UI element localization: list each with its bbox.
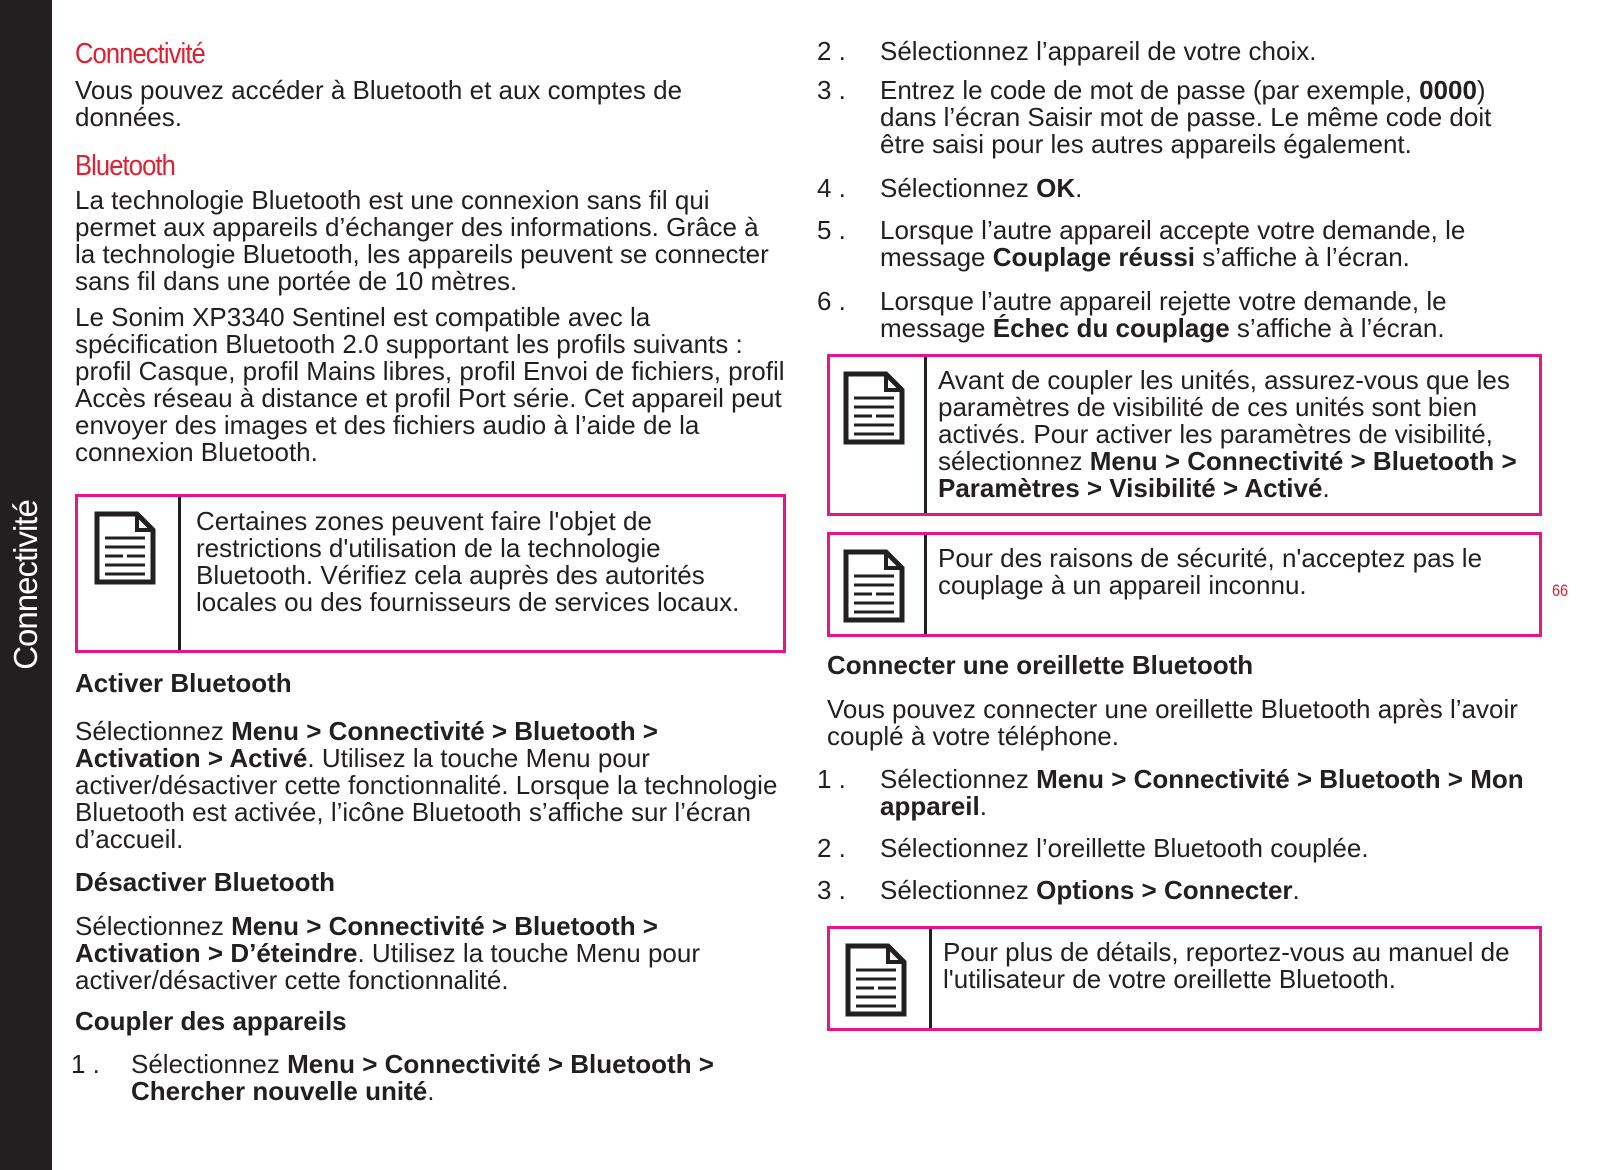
intro-paragraph: Vous pouvez accéder à Bluetooth et aux comptes de données. bbox=[75, 75, 683, 132]
note-text-visibility: Avant de coupler les unités, assurez-vous que les paramètres de visibilité de ces unités sont bien activés. Pour activer les paramètres de visibilité, sélectionnez Menu > Connectivité > Bluetooth > Paramètres > Visibilité > Activé. bbox=[938, 365, 1517, 503]
note-icon bbox=[842, 548, 906, 624]
step-number: 1 . bbox=[817, 764, 846, 794]
headset-intro: Vous pouvez connecter une oreillette Bluetooth après l’avoir couplé à votre téléphone. bbox=[827, 694, 1518, 751]
step-text: Sélectionnez OK. bbox=[880, 173, 1083, 203]
bluetooth-paragraph-2: Le Sonim XP3340 Sentinel est compatible avec la spécification Bluetooth 2.0 supportant les profils suivants : profil Casque, profil Mains libres, profil Envoi de fichiers, profil Accès réseau à distance et profil Port série. Cet appareil peut envoyer des images et des fichiers audio à l’aide de la connexion Bluetooth. bbox=[75, 302, 785, 467]
page-number: 66 bbox=[1552, 581, 1569, 600]
pair-step-6 bbox=[817, 288, 1537, 346]
deactivate-paragraph: Sélectionnez Menu > Connectivité > Bluetooth > Activation > D’éteindre. Utilisez la touche Menu pour activer/désactiver cette fonctionnalité. bbox=[75, 911, 700, 995]
step-number: 4 . bbox=[817, 173, 846, 203]
headset-step-1 bbox=[817, 766, 1537, 824]
pair-step-2 bbox=[817, 38, 1537, 68]
note-box-headset-manual bbox=[827, 926, 1542, 1031]
note-box-restrictions bbox=[75, 494, 786, 653]
bluetooth-paragraph-1: La technologie Bluetooth est une connexion sans fil qui permet aux appareils d’échanger des informations. Grâce à la technologie Bluetooth, les appareils peuvent se connecter sans fil dans une portée de 10 mètres. bbox=[75, 185, 769, 296]
note-icon-cell bbox=[830, 929, 932, 1028]
step-text: Sélectionnez l’appareil de votre choix. bbox=[880, 36, 1317, 66]
activate-heading: Activer Bluetooth bbox=[75, 668, 292, 698]
note-text-security: Pour des raisons de sécurité, n'acceptez pas le couplage à un appareil inconnu. bbox=[938, 543, 1483, 600]
note-box-security bbox=[827, 532, 1542, 637]
headset-step-2 bbox=[817, 835, 1537, 865]
note-text-headset-manual: Pour plus de détails, reportez-vous au manuel de l'utilisateur de votre oreillette Bluetooth. bbox=[943, 937, 1510, 994]
bluetooth-title: Bluetooth bbox=[75, 150, 175, 182]
step-text: Lorsque l’autre appareil accepte votre demande, le message Couplage réussi s’affiche à l’écran. bbox=[880, 215, 1466, 272]
deactivate-heading: Désactiver Bluetooth bbox=[75, 867, 336, 897]
pair-heading: Coupler des appareils bbox=[75, 1006, 347, 1036]
headset-heading: Connecter une oreillette Bluetooth bbox=[827, 650, 1254, 680]
step-number: 3 . bbox=[817, 875, 846, 905]
headset-step-3 bbox=[817, 877, 1537, 907]
pair-step-3 bbox=[817, 77, 1537, 162]
note-text-restrictions: Certaines zones peuvent faire l'objet de restrictions d'utilisation de la technologie Bluetooth. Vérifiez cela auprès des autorités locales ou des fournisseurs de services locaux. bbox=[196, 506, 740, 617]
step-text: Sélectionnez Menu > Connectivité > Bluetooth > Mon appareil. bbox=[880, 764, 1524, 821]
step-number: 1 . bbox=[71, 1049, 100, 1079]
step-text: Sélectionnez l’oreillette Bluetooth couplée. bbox=[880, 833, 1369, 863]
note-icon-cell bbox=[78, 497, 181, 650]
note-icon bbox=[842, 370, 906, 446]
step-number: 5 . bbox=[817, 215, 846, 245]
note-box-visibility bbox=[827, 354, 1542, 516]
pair-step-5 bbox=[817, 217, 1537, 275]
step-number: 2 . bbox=[817, 36, 846, 66]
step-text: Lorsque l’autre appareil rejette votre demande, le message Échec du couplage s’affiche à l’écran. bbox=[880, 286, 1447, 343]
side-tab bbox=[0, 0, 52, 1170]
step-number: 2 . bbox=[817, 833, 846, 863]
note-icon bbox=[93, 510, 157, 586]
note-icon-cell bbox=[830, 357, 927, 513]
pair-step-1 bbox=[71, 1051, 791, 1111]
side-tab-label: Connectivité bbox=[7, 500, 44, 670]
step-number: 3 . bbox=[817, 75, 846, 105]
activate-paragraph: Sélectionnez Menu > Connectivité > Bluetooth > Activation > Activé. Utilisez la touche Menu pour activer/désactiver cette fonctionnalité. Lorsque la technologie Bluetooth est activée, l’icône Bluetooth s’affiche sur l’écran d’accueil. bbox=[75, 716, 778, 854]
step-number: 6 . bbox=[817, 286, 846, 316]
step-text: Sélectionnez Menu > Connectivité > Bluetooth > Chercher nouvelle unité. bbox=[131, 1049, 714, 1106]
note-icon-cell bbox=[830, 535, 927, 634]
page-title: Connectivité bbox=[75, 38, 205, 70]
step-text: Entrez le code de mot de passe (par exemple, 0000) dans l’écran Saisir mot de passe. Le même code doit être saisi pour les autres appareils également. bbox=[880, 75, 1492, 159]
pair-step-4 bbox=[817, 175, 1537, 205]
note-icon bbox=[844, 942, 908, 1018]
step-text: Sélectionnez Options > Connecter. bbox=[880, 875, 1300, 905]
